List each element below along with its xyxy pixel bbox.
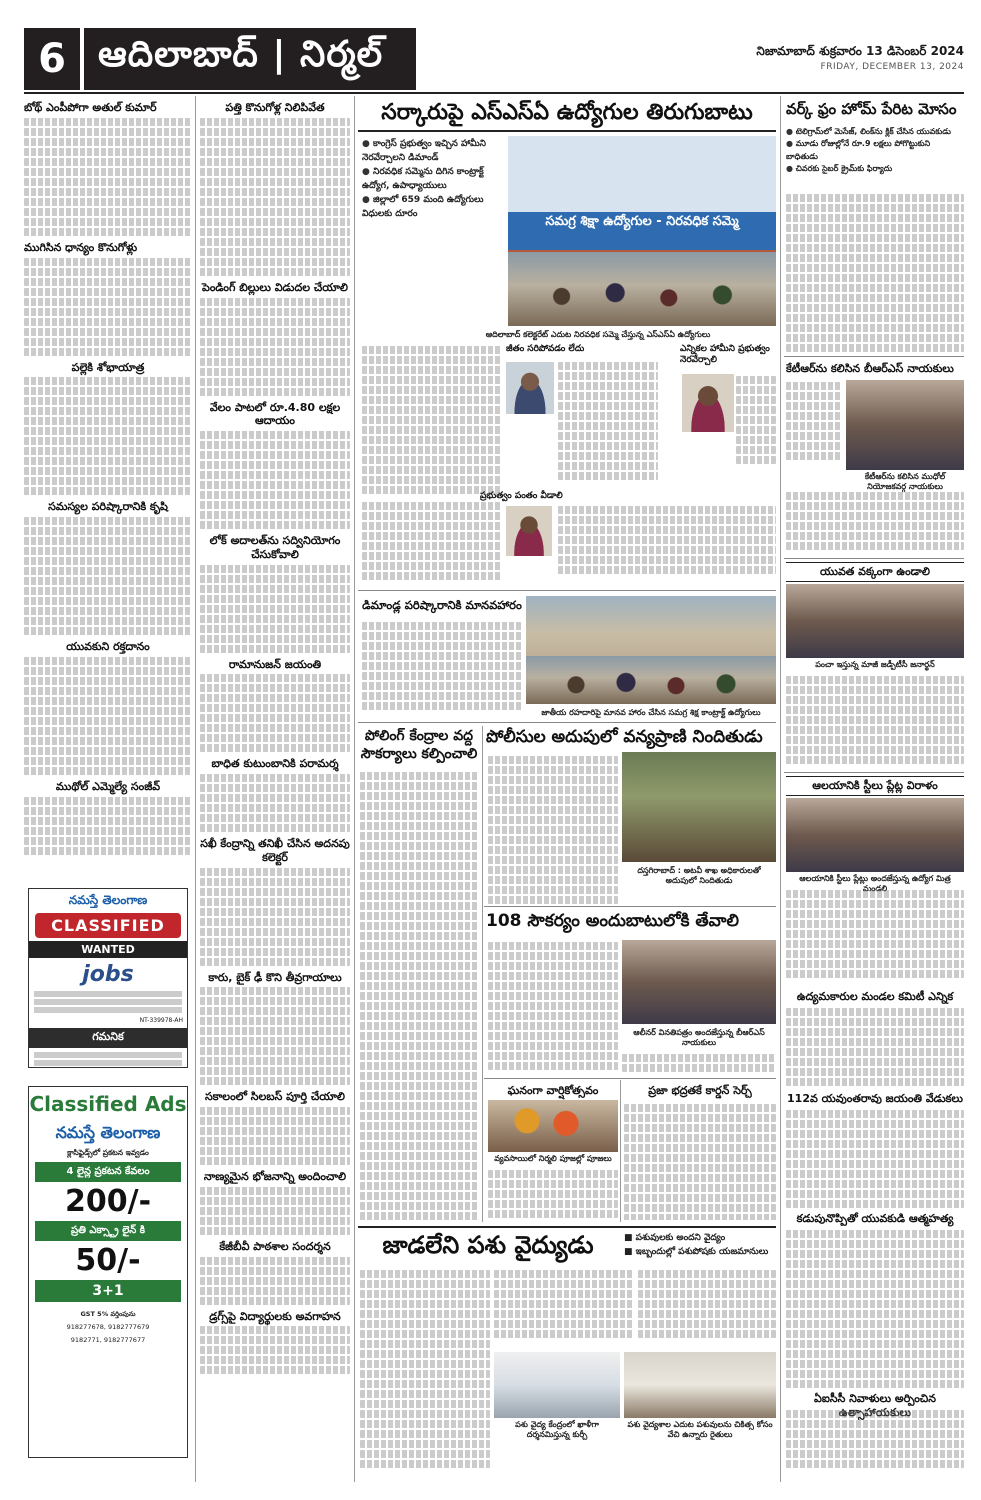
- poachers-body: [488, 754, 618, 904]
- column-divider: [195, 96, 196, 1482]
- human-chain-photo: [526, 596, 776, 704]
- youth-body: [786, 674, 964, 770]
- headline-car-bike: కారు, బైక్ ఢీ కొని తీవ్రగాయాలు: [208, 970, 342, 984]
- ad-notice-label: గమనిక: [29, 1028, 187, 1048]
- poachers-photo: [622, 752, 776, 862]
- aicc-headline: ఏఐసీసీ నివాళులు అర్పించిన ఉత్సాహాయకులు: [814, 1392, 936, 1419]
- vet-photo-cattle: [624, 1352, 776, 1418]
- ktr-headline: కేటీఆర్‌ను కలిసిన బీఆర్ఎస్ నాయకులు: [786, 362, 954, 375]
- ambulance-photo: [622, 940, 776, 1024]
- lead-body-col-e: [362, 500, 502, 588]
- vet-body-c: [638, 1268, 776, 1348]
- demand-caption: జాతీయ రహదారిపై మానవ హారం చేసిన సమగ్ర శిక్ష కాంట్రాక్ట్ ఉద్యోగులు: [541, 708, 761, 717]
- headline-lok-adalat: లోక్ అదాలత్‌ను సద్వినియోగం చేసుకోవాలి: [209, 534, 341, 561]
- ad2-phone1: 918277678, 9182777679: [66, 1322, 150, 1331]
- headline-problems: సమస్యల పరిష్కారానికి కృషి: [48, 500, 168, 514]
- wfh-bullet: ● మూడు రోజుల్లోనే రూ.9 లక్షలు పోగొట్టుకుని బాధితుడు: [786, 138, 964, 163]
- lead-sub-title-3: ప్రభుత్వం పంతం వీడాలి: [480, 491, 563, 501]
- headline-procession: పల్లెకి శోభాయాత్ర: [71, 360, 145, 374]
- activists-committee-body: [786, 1006, 964, 1090]
- lead-bullet: ● నిరవధిక సమ్మెను దిగిన కాంట్రాక్ట్ ఉద్యోగ, ఉపాధ్యాయులు: [362, 166, 502, 194]
- steel-plates-photo: [786, 798, 964, 872]
- lead-body-col-b: [558, 360, 658, 488]
- lead-photo: [508, 136, 776, 326]
- ad2-title: Classified Ads: [29, 1092, 187, 1116]
- section-rule: [358, 590, 776, 591]
- article-text: [200, 1187, 350, 1235]
- lead-sub-title-2: ఎన్నికల హామీని ప్రభుత్వం నెరవేర్చాలి: [680, 344, 770, 366]
- headline-mudhol-mla: ముథోల్ ఎమ్మెల్యే సంజీవ్: [55, 779, 161, 793]
- headline-cotton-stop: పత్తి కొనుగోళ్ల నిలిపివేత: [225, 101, 325, 114]
- ktr-body-a: [786, 380, 842, 470]
- article-text: [200, 774, 350, 832]
- headline-grain-purchase: ముగిసిన ధాన్యం కొనుగోళ్లు: [24, 240, 138, 254]
- ambulance-caption: ఆలీనర్ వినతిపత్రం అందజేస్తున్న బీఆర్ఎస్ నాయకులు: [633, 1028, 765, 1047]
- suicide-body: [786, 1228, 964, 1388]
- ktr-photo: [846, 380, 964, 470]
- youth-caption: పంచా ఇస్తున్న మాజీ జడ్పీటీసీ జనార్థన్: [815, 660, 935, 669]
- lead-photo-crowd: [508, 252, 776, 326]
- column-2: [200, 96, 350, 1482]
- wfh-fraud-headline: వర్క్ ఫ్రం హోమ్ పేరిట మోసం: [786, 100, 957, 118]
- masthead-rule: [24, 92, 964, 94]
- lead-photo-caption: ఆదిలాబాద్ కలెక్టరేట్ ఎదుట నిరవధిక సమ్మె చేస్తున్న ఎస్ఎస్ఏ ఉద్యోగులు: [485, 330, 711, 339]
- article-text: [24, 258, 192, 356]
- vet-headline: జాడలేని పశు వైద్యుడు: [382, 1231, 594, 1259]
- ambulance-body: [488, 940, 618, 1070]
- lead-bullet: ● కాంగ్రెస్ ప్రభుత్వం ఇచ్చిన హామీని నెరవేర్చాలని డిమాండ్: [362, 138, 502, 166]
- page-number: 6: [24, 28, 80, 90]
- section-rule: [358, 722, 776, 723]
- ad-brand: నమస్తే తెలంగాణ: [68, 893, 148, 907]
- ktr-caption: కేటీఆర్‌ను కలిసిన ముధోల్ నియోజకవర్గ నాయకులు: [864, 472, 946, 491]
- section-rule: [484, 1078, 776, 1079]
- section-rule: [784, 772, 964, 773]
- headline-ramanujan: రామానుజన్ జయంతి: [228, 657, 322, 671]
- ad2-line1: క్లాసిఫైడ్స్‌లో ప్రకటన ఇవ్వడం: [67, 1148, 149, 1157]
- anniversary-photo: [488, 1100, 618, 1152]
- headline-blood-donation: యువకుని రక్తదానం: [66, 640, 150, 653]
- headline-drugs-awareness: డ్రగ్స్‌పై విద్యార్థులకు అవగాహన: [209, 1309, 341, 1323]
- wfh-bullets: [786, 126, 964, 176]
- polling-body: [360, 770, 478, 1220]
- date-english: FRIDAY, DECEMBER 13, 2024: [820, 62, 964, 72]
- anniversary-headline: ఘనంగా వార్షికోత్సవం: [507, 1084, 599, 1097]
- ad2-phone2: 9182771, 9182777677: [70, 1335, 146, 1344]
- headline-kgbv: కేజీబీవీ పాఠశాల సందర్శన: [219, 1239, 331, 1253]
- ad-notice-body: [29, 1048, 187, 1068]
- ad2-price1: 200/-: [64, 1184, 152, 1220]
- article-text: [200, 868, 350, 966]
- vet-photo-chair: [494, 1352, 620, 1418]
- demand-body: [362, 620, 522, 712]
- vet-body-b: [494, 1268, 634, 1348]
- jayanti-body: [786, 1108, 964, 1208]
- jayanti-headline: 112వ యవుంతరావు జయంతి వేడుకలు: [787, 1092, 963, 1105]
- portrait-photo: [506, 362, 554, 414]
- lead-sub-title-1: జీతం సరిపోవడం లేదు: [506, 344, 585, 354]
- vet-caption-1: పశు వైద్య కేంద్రంలో ఖాళీగా దర్శనమిస్తున్న కుర్చీ: [515, 1420, 599, 1439]
- ambulance-body-2: [622, 1052, 776, 1076]
- anniversary-caption: వ్యవసాయిలో నిర్మలి పూజల్లో పూజలు: [494, 1154, 612, 1163]
- wfh-bullet: ● చివరకు సైబర్ క్రైమ్‌కు ఫిర్యాదు: [786, 163, 964, 175]
- steel-plates-body: [786, 888, 964, 988]
- article-text: [200, 431, 350, 529]
- article-text: [200, 565, 350, 653]
- cordon-body: [624, 1102, 776, 1220]
- poachers-headline: పోలీసుల అదుపులో వన్యప్రాణి నిందితుడు: [486, 727, 763, 747]
- ad-classified-label: CLASSIFIED: [35, 913, 181, 938]
- steel-plates-caption: ఆలయానికి స్టీలు ప్లేట్లు అందజేస్తున్న ఉద్యోగ మిత్ర మండలి: [799, 874, 951, 893]
- article-text: [24, 118, 192, 236]
- ad2-price2-label: ప్రతి ఎక్స్ట్రా లైన్ కి: [35, 1221, 181, 1241]
- lead-banner-text: సమగ్ర శిక్షా ఉద్యోగుల - నిరవధిక సమ్మె: [545, 214, 739, 229]
- activists-committee-headline: ఉద్యమకారుల మండల కమిటీ ఎన్నిక: [796, 990, 954, 1003]
- ad2-price2: 50/-: [75, 1243, 141, 1279]
- ktr-body-b: [786, 490, 964, 554]
- article-text: [200, 674, 350, 752]
- headline-victim-family: బాధిత కుటుంబానికి పరామర్శ: [211, 757, 339, 771]
- youth-photo: [786, 584, 964, 658]
- headline-syllabus: సకాలంలో సిలబస్ పూర్తి చేయాలి: [205, 1090, 345, 1104]
- ad-body: [29, 987, 187, 1017]
- article-text: [200, 1326, 350, 1374]
- lead-body-col-d: [558, 504, 776, 586]
- section-rule: [484, 906, 776, 907]
- headline-pending-bills: పెండింగ్ బిల్లులు విడుదల చేయాలి: [202, 280, 348, 294]
- wfh-bullet: ● టెలిగ్రామ్‌లో మెసేజ్, లింక్‌ను క్లిక్ చేసిన యువకుడు: [786, 126, 964, 138]
- article-text: [200, 118, 350, 276]
- classified-ads-rates[interactable]: [28, 1086, 188, 1458]
- lead-bullet: ● జిల్లాలో 659 మంది ఉద్యోగులు విధులకు దూరం: [362, 194, 502, 222]
- demand-headline: డిమాండ్ల పరిష్కారానికి మానవహారం: [362, 598, 522, 612]
- lead-headline: సర్కారుపై ఎస్ఎస్ఏ ఉద్యోగుల తిరుగుబాటు: [381, 100, 753, 125]
- article-text: [200, 1257, 350, 1305]
- lead-body-col-c: [736, 374, 776, 474]
- lead-body-col-a: [362, 344, 502, 494]
- column-divider: [620, 1080, 621, 1222]
- lead-rule: [358, 130, 776, 132]
- classified-ad-wanted[interactable]: [28, 888, 188, 1068]
- ad-ref: NT-339978-AH: [139, 1017, 183, 1024]
- vet-tags: [624, 1232, 776, 1259]
- article-text: [24, 517, 192, 635]
- steel-plates-headline: ఆలయానికి స్టీలు ప్లేట్ల విరాళం: [786, 776, 964, 796]
- portrait-photo: [682, 374, 734, 432]
- column-divider: [482, 726, 483, 1222]
- article-text: [24, 797, 192, 855]
- date-telugu: నిజామాబాద్ శుక్రవారం 13 డిసెంబర్ 2024: [756, 44, 964, 58]
- wfh-body: [786, 192, 964, 352]
- section-rule: [358, 1226, 776, 1228]
- article-text: [24, 657, 192, 775]
- headline-auction: వేలం పాటలో రూ.4.80 లక్షల ఆదాయం: [209, 400, 341, 428]
- article-text: [200, 1107, 350, 1165]
- ad2-price1-label: 4 లైన్ల ప్రకటన కేవలం: [35, 1162, 181, 1182]
- article-text: [24, 377, 192, 495]
- vet-caption-2: పశు వైద్యశాల ఎదుట పశువులను చికిత్స కోసం వేచి ఉన్నారు రైతులు: [627, 1420, 773, 1439]
- headline-quality-food: నాణ్యమైన భోజనాన్ని అందించాలి: [203, 1170, 347, 1183]
- section-rule: [784, 558, 964, 559]
- ad2-offer: 3+1: [35, 1280, 181, 1302]
- youth-headline: యువత వక్కంగా ఉండాలి: [786, 562, 964, 582]
- vet-body-a: [360, 1268, 490, 1468]
- section-rule: [784, 356, 964, 357]
- vet-tag: ■ పశువులకు అందని వైద్యం: [624, 1232, 776, 1246]
- ad-jobs-logo: jobs: [82, 962, 134, 987]
- ad2-gst: GST 5% వర్తింపును: [80, 1310, 136, 1319]
- poachers-caption: దస్తగిరాబాద్ : అటవీ శాఖ అధికారులతో అదుపులో నిందితుడు: [637, 866, 761, 885]
- anniversary-body: [488, 1168, 618, 1220]
- ad2-brand: నమస్తే తెలంగాణ: [55, 1123, 161, 1142]
- headline-sakhi-center: సఖీ కేంద్రాన్ని తనిఖీ చేసిన అదనపు కలెక్టర్: [200, 837, 350, 864]
- column-divider: [354, 96, 355, 1482]
- section-title: ఆదిలాబాద్ | నిర్మల్: [84, 28, 416, 90]
- vet-tag: ■ ఇబ్బందుల్లో పశుపోషకు యజమానులు: [624, 1246, 776, 1260]
- headline-both-mpp: బోథ్ ఎంపీపోగా అతుల్ కుమార్: [24, 101, 157, 114]
- cordon-headline: ప్రజా భద్రతకే కార్డన్ సెర్చ్: [648, 1084, 752, 1097]
- ad-wanted-label: WANTED: [29, 941, 187, 958]
- polling-headline: పోలింగ్ కేంద్రాల వద్ద సౌకర్యాలు కల్పించాలి: [360, 728, 478, 762]
- ambulance-headline: 108 సౌకర్యం అందుబాటులోకి తేవాలి: [486, 911, 739, 931]
- article-text: [200, 987, 350, 1085]
- aicc-body: [786, 1408, 964, 1478]
- column-divider: [780, 96, 781, 1482]
- lead-bullets: [362, 138, 502, 222]
- suicide-headline: కడుపునొప్పితో యువకుడి ఆత్మహత్య: [796, 1212, 954, 1225]
- article-text: [200, 298, 350, 396]
- portrait-photo: [506, 506, 552, 556]
- masthead: [24, 28, 964, 90]
